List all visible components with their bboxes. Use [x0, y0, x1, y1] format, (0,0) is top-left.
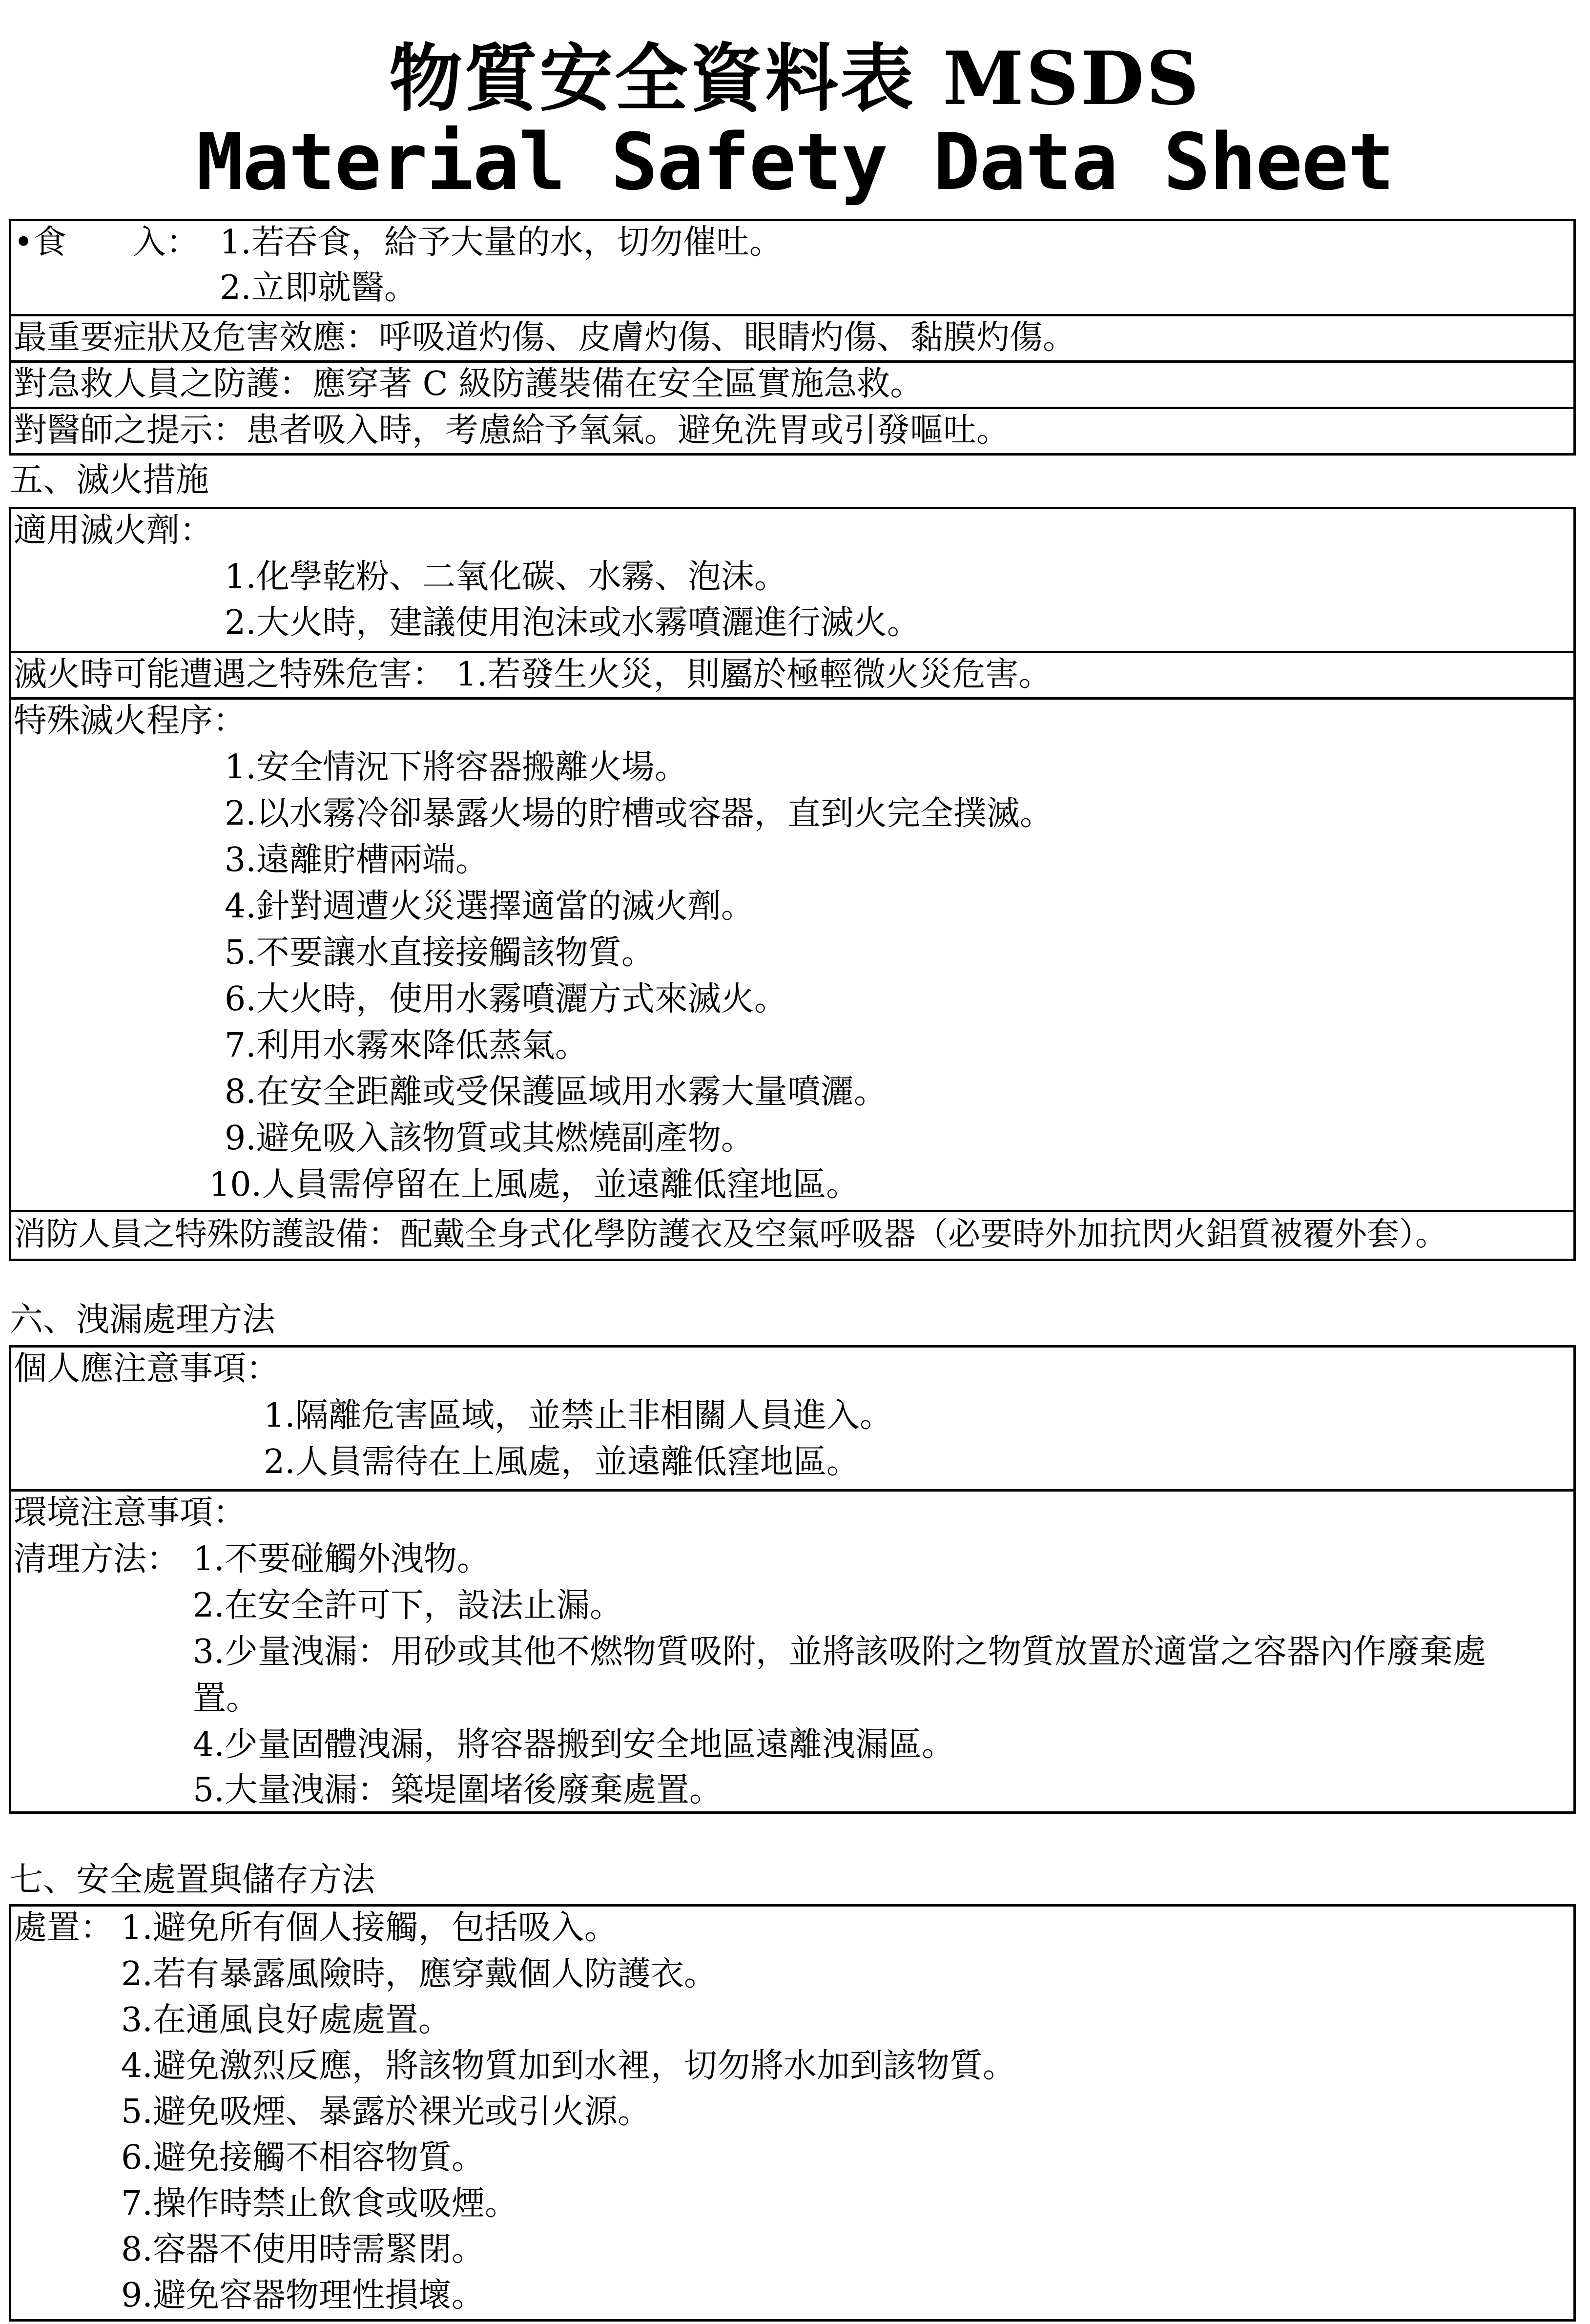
cleanup-step: 4.少量固體洩漏，將容器搬到安全地區遠離洩漏區。	[193, 1725, 955, 1764]
document-title-english: Material Safety Data Sheet	[196, 116, 1394, 208]
fire-procedure-item: 6.大火時，使用水霧噴灑方式來滅火。	[225, 980, 787, 1018]
extinguishing-agents-label: 適用滅火劑：	[14, 511, 213, 550]
extinguishing-agent-2: 2.大火時，建議使用泡沫或水霧噴灑進行滅火。	[225, 603, 920, 642]
document-title-chinese: 物質安全資料表 MSDS	[389, 36, 1201, 122]
fire-procedures-label: 特殊滅火程序：	[14, 702, 247, 740]
fire-procedure-item: 5.不要讓水直接接觸該物質。	[225, 934, 655, 972]
fire-procedure-item: 9.避免吸入該物質或其燃燒副產物。	[225, 1119, 754, 1158]
extinguishing-agent-1: 1.化學乾粉、二氧化碳、水霧、泡沫。	[225, 558, 787, 596]
cleanup-step: 1.不要碰觸外洩物。	[193, 1540, 490, 1578]
environment-precautions-label: 環境注意事項：	[14, 1494, 247, 1532]
fire-procedure-item: 8.在安全距離或受保護區域用水霧大量噴灑。	[225, 1073, 887, 1111]
handling-label: 處置：	[14, 1909, 114, 1947]
fire-hazards-text: 滅火時可能遭遇之特殊危害： 1.若發生火災，則屬於極輕微火災危害。	[14, 655, 1052, 694]
handling-step: 9.避免容器物理性損壞。	[121, 2276, 485, 2315]
handling-step: 6.避免接觸不相容物質。	[121, 2138, 485, 2177]
personal-precautions-label: 個人應注意事項：	[14, 1349, 280, 1388]
fire-procedure-item: 3.遠離貯槽兩端。	[225, 841, 489, 879]
section-5-heading: 五、滅火措施	[10, 461, 209, 499]
ingestion-label: •食 入：	[14, 223, 200, 262]
handling-step: 2.若有暴露風險時，應穿戴個人防護衣。	[121, 1955, 717, 1993]
ingestion-step-2: 2.立即就醫。	[220, 269, 417, 307]
symptoms-text: 最重要症狀及危害效應：呼吸道灼傷、皮膚灼傷、眼睛灼傷、黏膜灼傷。	[14, 318, 1076, 357]
handling-step: 1.避免所有個人接觸，包括吸入。	[121, 1909, 618, 1947]
handling-step: 3.在通風良好處處置。	[121, 2001, 452, 2039]
firefighter-equipment-text: 消防人員之特殊防護設備：配戴全身式化學防護衣及空氣呼吸器（必要時外加抗閃火鋁質被覆外套）。	[14, 1215, 1447, 1253]
fire-procedure-item: 4.針對週遭火災選擇適當的滅火劑。	[225, 887, 754, 926]
cleanup-step: 3.少量洩漏：用砂或其他不燃物質吸附，並將該吸附之物質放置於適當之容器內作廢棄處	[193, 1633, 1486, 1671]
fire-procedure-item: 2.以水霧冷卻暴露火場的貯槽或容器，直到火完全撲滅。	[225, 794, 1053, 833]
handling-step: 8.容器不使用時需緊閉。	[121, 2230, 485, 2269]
handling-step: 4.避免激烈反應，將該物質加到水裡，切勿將水加到該物質。	[121, 2047, 1016, 2085]
fire-procedure-item: 10.人員需停留在上風處，並遠離低窪地區。	[209, 1165, 860, 1204]
cleanup-step-continued: 置。	[193, 1679, 260, 1718]
personal-precaution-1: 1.隔離危害區域，並禁止非相關人員進入。	[264, 1396, 893, 1435]
fire-procedure-item: 1.安全情況下將容器搬離火場。	[225, 748, 688, 787]
cleanup-step: 5.大量洩漏：築堤圍堵後廢棄處置。	[193, 1771, 723, 1809]
cleanup-label: 清理方法：	[14, 1540, 180, 1578]
handling-step: 7.操作時禁止飲食或吸煙。	[121, 2184, 518, 2223]
fire-procedure-item: 7.利用水霧來降低蒸氣。	[225, 1026, 588, 1065]
section-7-heading: 七、安全處置與儲存方法	[10, 1861, 375, 1899]
physician-text: 對醫師之提示：患者吸入時，考慮給予氧氣。避免洗胃或引發嘔吐。	[14, 411, 1010, 450]
ingestion-step-1: 1.若吞食，給予大量的水，切勿催吐。	[220, 223, 783, 262]
cleanup-step: 2.在安全許可下，設法止漏。	[193, 1586, 623, 1625]
handling-step: 5.避免吸煙、暴露於裸光或引火源。	[121, 2093, 651, 2131]
personal-precaution-2: 2.人員需待在上風處，並遠離低窪地區。	[264, 1443, 860, 1481]
section-6-heading: 六、洩漏處理方法	[10, 1301, 276, 1339]
rescuer-text: 對急救人員之防護：應穿著 C 級防護裝備在安全區實施急救。	[14, 365, 924, 403]
